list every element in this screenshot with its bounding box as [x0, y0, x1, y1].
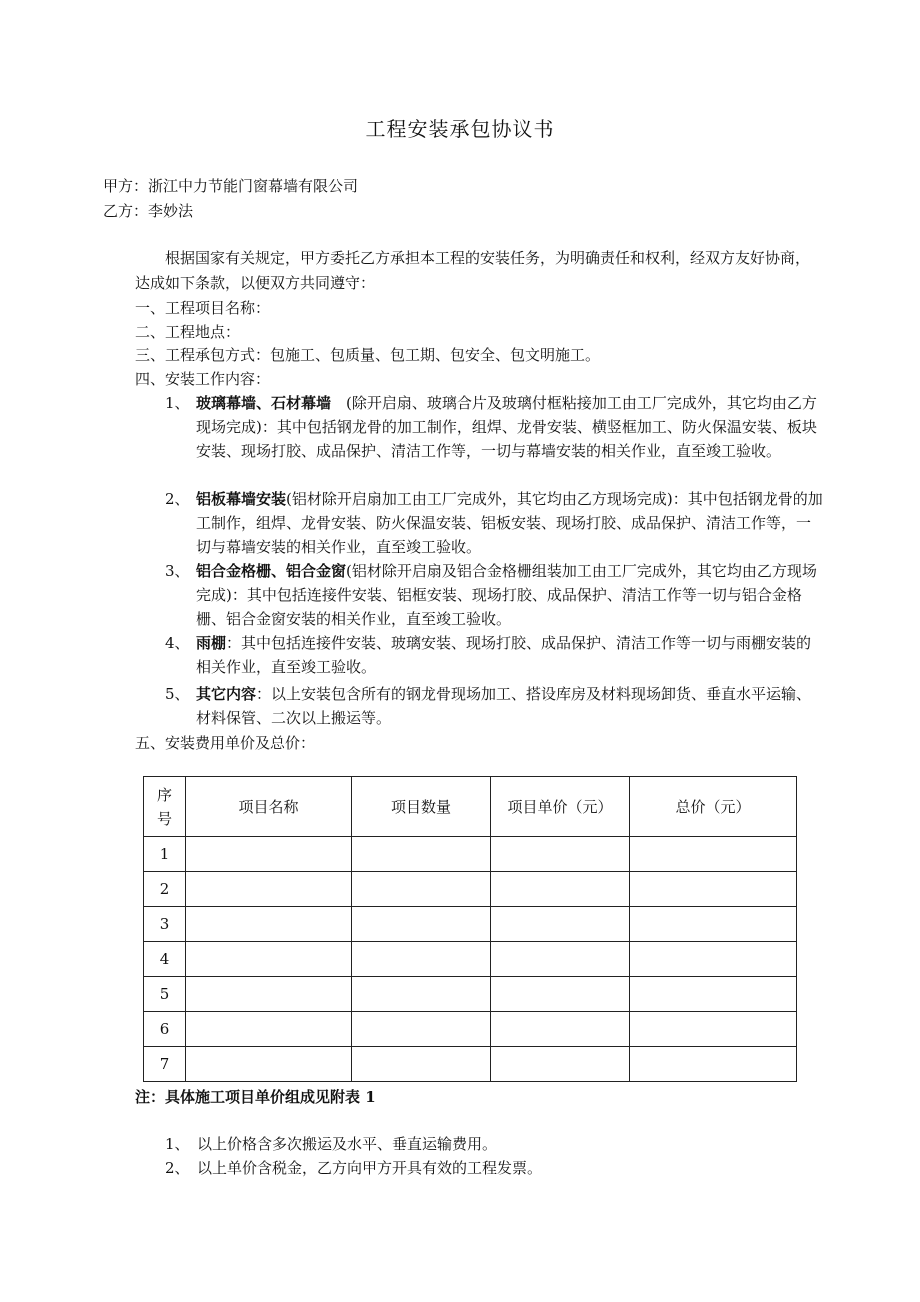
header-unit-price: 项目单价（元） — [491, 777, 630, 837]
cell-total[interactable] — [630, 837, 797, 872]
table-header-row — [144, 777, 797, 837]
work-item-number: 3、 — [165, 562, 190, 580]
cell-total[interactable] — [630, 1047, 797, 1082]
work-item-text: ：其中包括连接件安装、玻璃安装、现场打胶、成品保护、清洁工作等一切与雨棚安装的相关作业，直至竣工验收。 — [196, 634, 812, 676]
work-item-number: 1、 — [165, 394, 190, 412]
cell-item-name[interactable] — [186, 907, 352, 942]
work-item-title: 其它内容 — [196, 685, 257, 703]
row-number: 1 — [144, 837, 186, 872]
row-number: 2 — [144, 872, 186, 907]
work-item-title: 雨棚 — [196, 634, 227, 652]
cell-item-name[interactable] — [186, 1047, 352, 1082]
term-text: 以上价格含多次搬运及水平、垂直运输费用。 — [197, 1135, 498, 1153]
table-note: 注：具体施工项目单价组成见附表 1 — [135, 1088, 376, 1106]
work-item-title: 铝板幕墙安装 — [196, 490, 287, 508]
intro-paragraph: 根据国家有关规定，甲方委托乙方承担本工程的安装任务，为明确责任和权利，经双方友好协商，达成如下条款，以便双方共同遵守： — [135, 249, 811, 292]
cell-quantity[interactable] — [352, 872, 491, 907]
header-seq — [144, 777, 186, 837]
table-row — [144, 907, 797, 942]
cell-quantity[interactable] — [352, 907, 491, 942]
cell-unit-price[interactable] — [491, 907, 630, 942]
work-item — [165, 631, 823, 679]
clause-work-content: 四、安装工作内容： — [135, 370, 271, 388]
cell-quantity[interactable] — [352, 837, 491, 872]
term-item — [165, 1156, 542, 1180]
header-seq-top: 序 — [156, 785, 172, 804]
row-number: 6 — [144, 1012, 186, 1047]
party-b: 乙方：李妙法 — [103, 202, 194, 220]
header-item-name: 项目名称 — [186, 777, 352, 837]
cell-unit-price[interactable] — [491, 872, 630, 907]
clause-contract-method: 三、工程承包方式：包施工、包质量、包工期、包安全、包文明施工。 — [135, 346, 601, 364]
cell-item-name[interactable] — [186, 942, 352, 977]
work-item-number: 5、 — [165, 685, 190, 703]
work-item — [165, 682, 823, 730]
cell-item-name[interactable] — [186, 977, 352, 1012]
cell-quantity[interactable] — [352, 942, 491, 977]
table-row — [144, 872, 797, 907]
cell-total[interactable] — [630, 1012, 797, 1047]
document-title: 工程安装承包协议书 — [365, 117, 555, 141]
term-number: 1、 — [165, 1135, 190, 1153]
work-item-text: ：以上安装包含所有的钢龙骨现场加工、搭设库房及材料现场卸货、垂直水平运输、材料保管、二次以上搬运等。 — [196, 685, 812, 727]
work-item-title: 玻璃幕墙、石材幕墙 — [196, 394, 332, 412]
term-item — [165, 1132, 497, 1156]
clause-project-location: 二、工程地点： — [135, 323, 241, 341]
row-number: 5 — [144, 977, 186, 1012]
table-row — [144, 837, 797, 872]
cell-unit-price[interactable] — [491, 1012, 630, 1047]
cell-item-name[interactable] — [186, 872, 352, 907]
cell-total[interactable] — [630, 907, 797, 942]
header-total-price: 总价（元） — [630, 777, 797, 837]
work-item-number: 4、 — [165, 634, 190, 652]
party-a: 甲方：浙江中力节能门窗幕墙有限公司 — [103, 177, 359, 195]
header-seq-bottom: 号 — [156, 809, 172, 828]
cell-quantity[interactable] — [352, 1047, 491, 1082]
cell-unit-price[interactable] — [491, 1047, 630, 1082]
clause-fees: 五、安装费用单价及总价： — [135, 734, 316, 752]
cell-item-name[interactable] — [186, 1012, 352, 1047]
row-number: 4 — [144, 942, 186, 977]
row-number: 3 — [144, 907, 186, 942]
table-row — [144, 977, 797, 1012]
work-item-text: (铝材除开启扇加工由工厂完成外，其它均由乙方现场完成)：其中包括钢龙骨的加工制作，组焊、龙骨安装、防火保温安装、铝板安装、现场打胶、成品保护、清洁工作等，一切与幕墙安装的相关作业，直至竣工验收。 — [196, 490, 823, 556]
work-item-text: (除开启扇、玻璃合片及玻璃付框粘接加工由工厂完成外，其它均由乙方现场完成)：其中包括钢龙骨的加工制作，组焊、龙骨安装、横竖框加工、防火保温安装、板块安装、现场打胶、成品保护、清洁工作等，一切与幕墙安装的相关作业，直至竣工验收。 — [196, 394, 817, 460]
table-row — [144, 942, 797, 977]
work-item — [165, 391, 823, 463]
term-text: 以上单价含税金，乙方向甲方开具有效的工程发票。 — [197, 1159, 543, 1177]
cell-quantity[interactable] — [352, 977, 491, 1012]
cell-unit-price[interactable] — [491, 837, 630, 872]
cell-total[interactable] — [630, 872, 797, 907]
table-row — [144, 1047, 797, 1082]
table-row — [144, 1012, 797, 1047]
header-item-quantity: 项目数量 — [352, 777, 491, 837]
price-table — [143, 776, 797, 1082]
cell-total[interactable] — [630, 942, 797, 977]
work-item — [165, 487, 823, 559]
cell-total[interactable] — [630, 977, 797, 1012]
work-item-text: (铝材除开启扇及铝合金格栅组装加工由工厂完成外，其它均由乙方现场完成)：其中包括连接件安装、铝框安装、现场打胶、成品保护、清洁工作等一切与铝合金格栅、铝合金窗安装的相关作业，直至竣工验收。 — [196, 562, 817, 628]
term-number: 2、 — [165, 1159, 190, 1177]
cell-unit-price[interactable] — [491, 942, 630, 977]
work-item — [165, 559, 823, 631]
clause-project-name: 一、工程项目名称： — [135, 299, 271, 317]
cell-quantity[interactable] — [352, 1012, 491, 1047]
cell-item-name[interactable] — [186, 837, 352, 872]
row-number: 7 — [144, 1047, 186, 1082]
cell-unit-price[interactable] — [491, 977, 630, 1012]
work-item-number: 2、 — [165, 490, 190, 508]
work-item-title: 铝合金格栅、铝合金窗 — [196, 562, 347, 580]
